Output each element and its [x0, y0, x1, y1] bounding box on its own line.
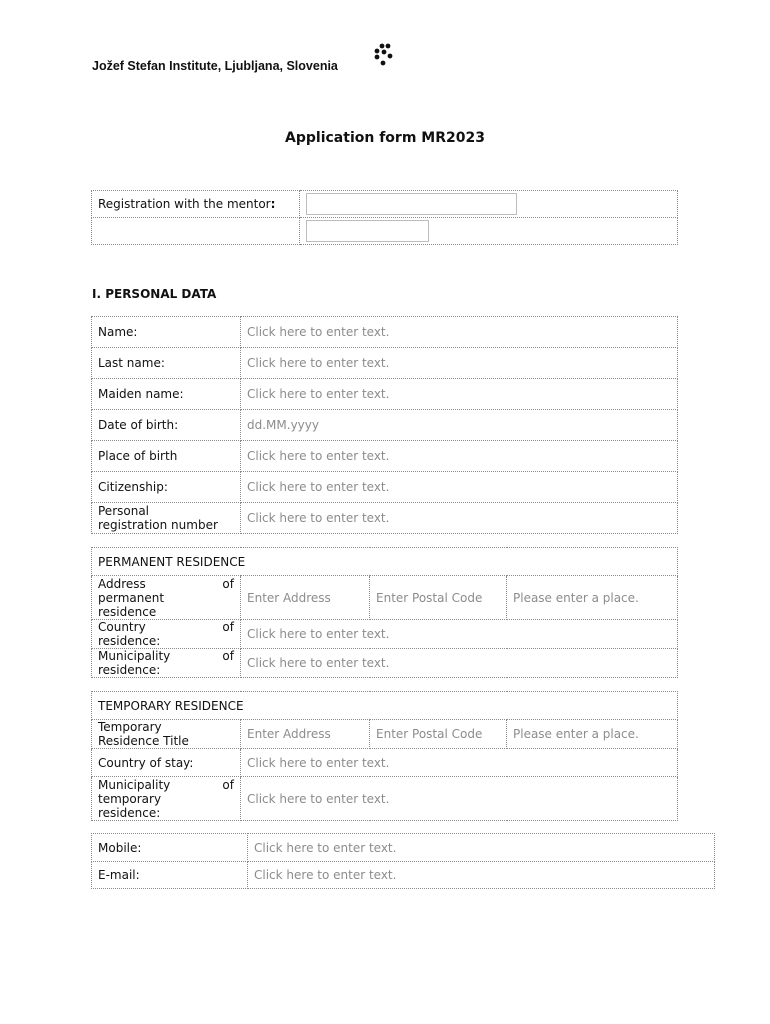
- name-label: Name:: [92, 317, 241, 348]
- permanent-residence-table: [91, 547, 678, 678]
- permanent-address-label-line3: residence: [98, 604, 157, 619]
- temporary-municipality-label: [92, 777, 241, 821]
- permanent-municipality-field[interactable]: Click here to enter text.: [241, 649, 678, 678]
- permanent-country-field[interactable]: Click here to enter text.: [241, 620, 678, 649]
- permanent-country-label: [92, 620, 241, 649]
- name-field[interactable]: Click here to enter text.: [241, 317, 678, 348]
- temporary-country-field[interactable]: Click here to enter text.: [241, 749, 678, 777]
- email-label: E-mail:: [92, 862, 248, 889]
- maiden-name-field[interactable]: Click here to enter text.: [241, 379, 678, 410]
- mentor-label-cell: [92, 191, 300, 218]
- place-of-birth-label: Place of birth: [92, 441, 241, 472]
- temporary-residence-table: [91, 691, 678, 821]
- permanent-postal-code-field[interactable]: Enter Postal Code: [370, 576, 507, 620]
- personal-registration-field[interactable]: Click here to enter text.: [241, 503, 678, 534]
- temporary-municipality-field[interactable]: Click here to enter text.: [241, 777, 678, 821]
- mentor-label-colon: :: [270, 197, 276, 211]
- personal-data-title: I. PERSONAL DATA: [92, 287, 217, 301]
- mobile-field[interactable]: Click here to enter text.: [248, 834, 715, 862]
- personal-data-table: [91, 316, 678, 534]
- temporary-title-label-line1: Temporary: [98, 720, 162, 734]
- permanent-country-label-line2: residence:: [98, 634, 161, 648]
- permanent-address-field[interactable]: Enter Address: [241, 576, 370, 620]
- mentor-table: [91, 190, 678, 245]
- maiden-name-label: Maiden name:: [92, 379, 241, 410]
- mentor-empty-cell: [92, 218, 300, 245]
- mentor-second-input[interactable]: [306, 220, 429, 242]
- citizenship-field[interactable]: Click here to enter text.: [241, 472, 678, 503]
- temporary-address-field[interactable]: Enter Address: [241, 720, 370, 749]
- last-name-field[interactable]: Click here to enter text.: [241, 348, 678, 379]
- temporary-title-label-line2: Residence Title: [98, 734, 189, 748]
- permanent-residence-header: PERMANENT RESIDENCE: [92, 548, 678, 576]
- permanent-country-label-line1: Country of: [98, 620, 234, 634]
- place-of-birth-field[interactable]: Click here to enter text.: [241, 441, 678, 472]
- mentor-second-input-cell: [300, 218, 678, 245]
- permanent-address-label-line1: Address of: [98, 576, 234, 591]
- permanent-address-label: [92, 576, 241, 620]
- temporary-municipality-label-line2: temporary: [98, 791, 162, 806]
- permanent-place-field[interactable]: Please enter a place.: [507, 576, 678, 620]
- permanent-municipality-label-line1: Municipality of: [98, 649, 234, 663]
- permanent-address-label-line2: permanent: [98, 590, 165, 605]
- mentor-name-input[interactable]: [306, 193, 517, 215]
- mentor-input-cell: [300, 191, 678, 218]
- temporary-country-label: Country of stay:: [92, 749, 241, 777]
- contact-table: [91, 833, 715, 889]
- temporary-municipality-label-line3: residence:: [98, 805, 161, 820]
- temporary-residence-header: TEMPORARY RESIDENCE: [92, 692, 678, 720]
- last-name-label: Last name:: [92, 348, 241, 379]
- temporary-title-label: [92, 720, 241, 749]
- mentor-label: Registration with the mentor: [98, 197, 271, 211]
- date-of-birth-field[interactable]: dd.MM.yyyy: [241, 410, 678, 441]
- personal-registration-label-line1: Personal: [98, 504, 150, 518]
- temporary-place-field[interactable]: Please enter a place.: [507, 720, 678, 749]
- personal-registration-label-line2: registration number: [98, 518, 218, 532]
- temporary-postal-code-field[interactable]: Enter Postal Code: [370, 720, 507, 749]
- institute-name: Jožef Stefan Institute, Ljubljana, Slovenia: [92, 59, 338, 73]
- personal-registration-label: [92, 503, 241, 534]
- page-title: Application form MR2023: [285, 130, 485, 146]
- permanent-municipality-label-line2: residence:: [98, 663, 161, 677]
- institute-logo: [372, 42, 394, 68]
- email-field[interactable]: Click here to enter text.: [248, 862, 715, 889]
- mobile-label: Mobile:: [92, 834, 248, 862]
- temporary-municipality-label-line1: Municipality of: [98, 777, 234, 792]
- date-of-birth-label: Date of birth:: [92, 410, 241, 441]
- permanent-municipality-label: [92, 649, 241, 678]
- citizenship-label: Citizenship:: [92, 472, 241, 503]
